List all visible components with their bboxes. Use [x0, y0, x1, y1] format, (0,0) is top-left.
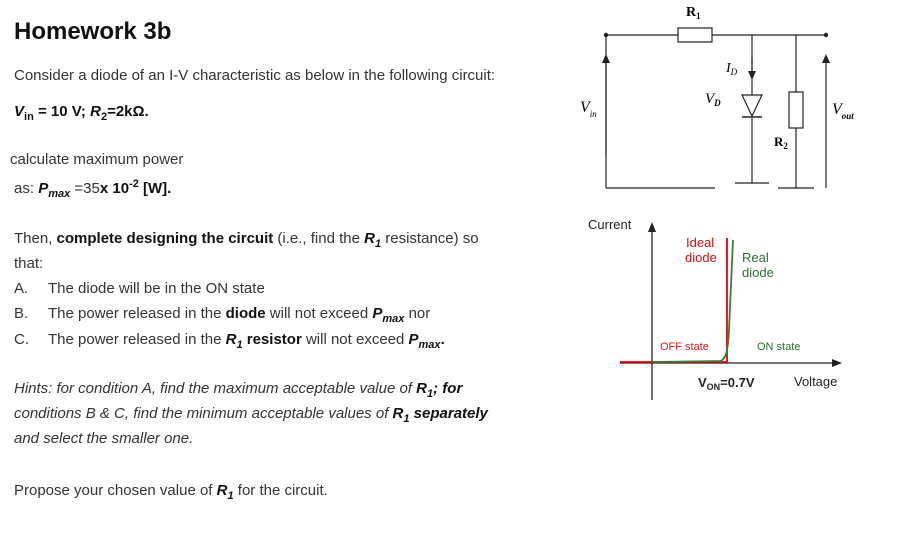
vd-label: $V_D$ — [705, 91, 721, 108]
r2-symbol: R — [90, 103, 101, 120]
resistor-bold: resistor — [246, 331, 302, 348]
circuit-diagram — [570, 0, 860, 200]
list-marker: C. — [14, 331, 29, 348]
propose-text: Propose your chosen value of — [14, 482, 213, 499]
intro-text: Consider a diode of an I-V characteristic as below in the following circuit: — [14, 67, 496, 84]
list-item-mid: will not exceed — [269, 305, 369, 322]
y-axis-arrowhead — [648, 222, 656, 232]
pmax-symbol: P — [372, 305, 383, 322]
hint-separately: separately — [413, 405, 488, 422]
hint-text: Hints: for condition A, find the maximum acceptable value of — [14, 380, 412, 397]
node-dot — [604, 33, 608, 37]
x-axis-arrowhead — [832, 359, 842, 367]
r1-subscript: 1 — [403, 413, 410, 425]
vin-label: $V_{in}$ — [580, 99, 597, 119]
iv-characteristic-plot — [580, 210, 880, 410]
task-bold: complete designing the circuit — [56, 230, 274, 247]
pmax-exponent: -2 — [129, 178, 139, 190]
hint-text: conditions B & C, find the minimum acceptable values of — [14, 405, 389, 422]
hint-line-2 — [14, 405, 488, 425]
r1-resistor — [678, 28, 712, 42]
list-item-text: The diode will be in the ON state — [48, 280, 265, 297]
list-marker: B. — [14, 305, 29, 322]
power-as: as: — [14, 180, 35, 197]
task-line — [14, 230, 479, 250]
list-item-end: nor — [408, 305, 431, 322]
hint-line-1 — [14, 380, 462, 400]
task-tail: resistance) so — [385, 230, 479, 247]
r1-subscript: 1 — [227, 490, 234, 502]
task-rest: (i.e., find the — [277, 230, 360, 247]
task-r1-symbol: R — [364, 230, 375, 247]
y-axis-label: Current — [588, 217, 632, 232]
on-state-label: ON state — [757, 341, 801, 353]
hint-semicolon: ; for — [433, 380, 463, 397]
pmax-symbol: P — [408, 331, 419, 348]
off-state-label: OFF state — [660, 341, 709, 353]
r1-symbol: R — [416, 380, 427, 397]
r2-subscript: 2 — [100, 111, 108, 123]
list-item-end: . — [440, 331, 445, 348]
propose-text: for the circuit. — [237, 482, 328, 499]
vin-subscript: in — [24, 111, 34, 123]
list-item — [14, 305, 430, 325]
task-then: Then, — [14, 230, 53, 247]
node-dot — [824, 33, 828, 37]
vin-symbol: V — [14, 103, 25, 120]
pmax-subscript: max — [48, 188, 71, 200]
task-r1-subscript: 1 — [374, 238, 382, 250]
r2-resistor — [789, 92, 803, 128]
id-label: $I_D$ — [726, 61, 738, 77]
page-title: Homework 3b — [14, 18, 172, 45]
diode-symbol — [742, 95, 762, 116]
list-item-text: The power released in the — [48, 305, 222, 322]
ideal-label-2: diode — [685, 250, 717, 265]
hint-line-3: and select the smaller one. — [14, 430, 194, 447]
power-line-2 — [14, 178, 171, 200]
given-parameters — [14, 103, 149, 123]
r1-subscript: 1 — [427, 388, 434, 400]
r2-label: $R_2$ — [774, 134, 788, 151]
r2-value: =2kΩ. — [107, 103, 149, 120]
list-item — [14, 331, 445, 351]
pmax-subscript: max — [418, 339, 441, 351]
pmax-subscript: max — [382, 313, 405, 325]
von-label: $V_{ON}=0.7V$ — [698, 375, 755, 392]
list-item — [14, 280, 265, 297]
pmax-symbol: P — [38, 180, 49, 197]
id-arrowhead — [748, 71, 756, 80]
task-that: that: — [14, 255, 44, 272]
list-marker: A. — [14, 280, 29, 297]
real-label-2: diode — [742, 265, 774, 280]
x-axis-label: Voltage — [794, 374, 838, 389]
r1-symbol: R — [392, 405, 404, 422]
r1-label: $R_1$ — [686, 5, 701, 21]
pmax-value-a: =35 — [74, 180, 100, 197]
vout-arrowhead — [822, 54, 830, 63]
r1-symbol: R — [216, 482, 228, 499]
power-line-1: calculate maximum power — [10, 151, 184, 168]
pmax-unit: [W]. — [143, 180, 172, 197]
list-item-text: The power released in the — [48, 331, 222, 348]
vout-label: $V_{out}$ — [832, 101, 854, 121]
r1-subscript: 1 — [236, 339, 243, 351]
list-item-mid: will not exceed — [305, 331, 405, 348]
propose-line — [14, 482, 328, 502]
r1-symbol: R — [225, 331, 237, 348]
pmax-value-b: x 10 — [99, 180, 130, 197]
real-label-1: Real — [742, 250, 769, 265]
diode-bold: diode — [225, 305, 266, 322]
ideal-label-1: Ideal — [686, 235, 715, 250]
vin-arrowhead — [602, 54, 610, 63]
vin-value: = 10 V; — [37, 103, 86, 120]
